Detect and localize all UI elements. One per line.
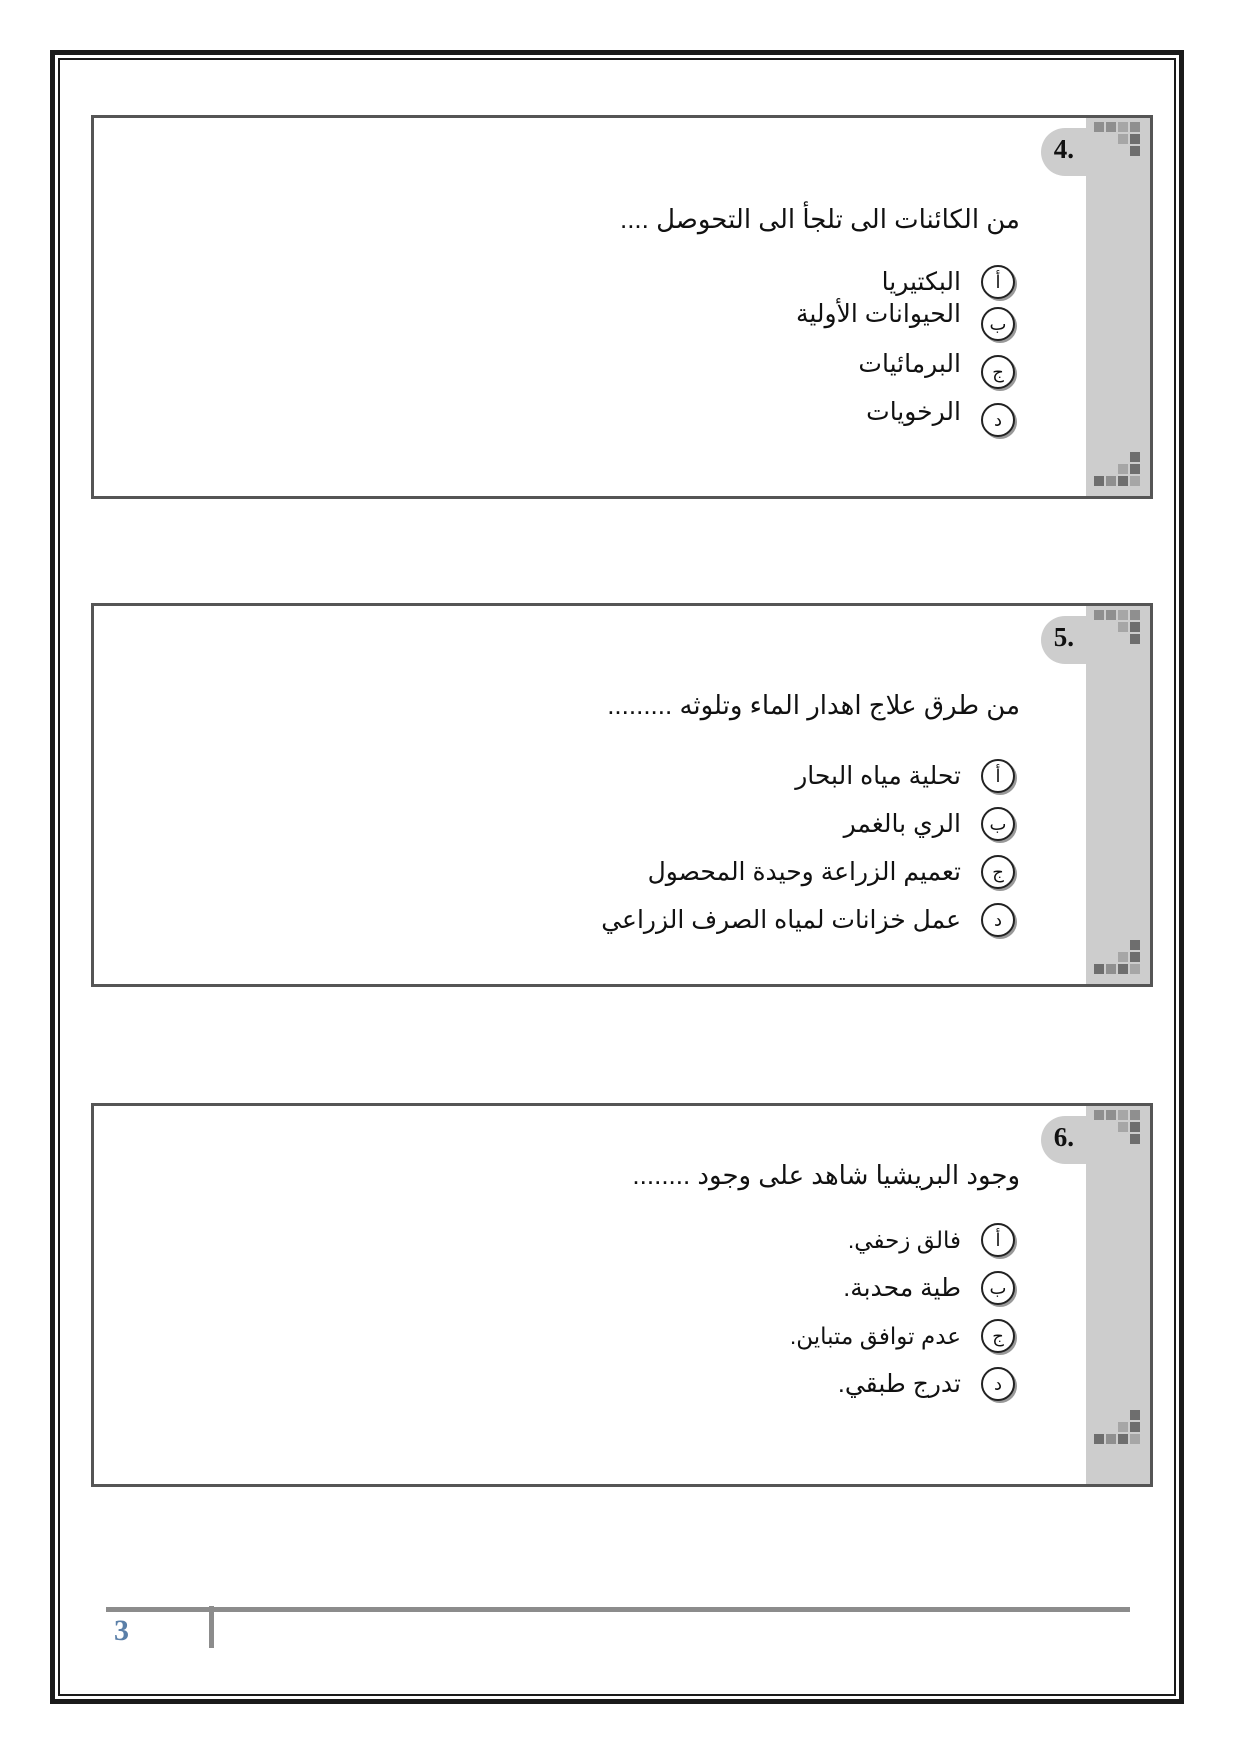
sidebar-pixel: [1106, 122, 1116, 132]
question-box-6: [91, 1103, 1153, 1487]
option-c[interactable]: [601, 848, 1015, 896]
sidebar-pixel: [1094, 122, 1104, 132]
sidebar-pixel: [1130, 1422, 1140, 1432]
option-letter-badge: أ: [981, 759, 1015, 793]
option-letter-badge: أ: [981, 1223, 1015, 1257]
sidebar-pixel: [1130, 1410, 1140, 1420]
question-number: 6.: [1053, 1122, 1074, 1152]
option-letter-badge: د: [981, 403, 1015, 437]
question-text: من الكائنات الى تلجأ الى التحوصل ....: [619, 204, 1020, 234]
option-text: تحلية مياه البحار: [795, 762, 961, 790]
option-text: فالق زحفي.: [847, 1226, 961, 1253]
option-letter-badge: ج: [981, 355, 1015, 389]
page-number: 3: [114, 1614, 129, 1647]
question-box-4: [91, 115, 1153, 499]
option-c[interactable]: [790, 1312, 1015, 1360]
footer-line: [106, 1607, 1130, 1612]
sidebar-pixel: [1106, 1434, 1116, 1444]
sidebar-pixel: [1118, 952, 1128, 962]
options-list: [601, 752, 1015, 944]
option-text: البرمائيات: [858, 350, 961, 378]
sidebar-pixel: [1118, 1122, 1128, 1132]
sidebar-pixel: [1118, 1110, 1128, 1120]
option-a[interactable]: [796, 264, 1015, 300]
option-b[interactable]: [790, 1264, 1015, 1312]
sidebar-pixel: [1130, 134, 1140, 144]
option-text: تعميم الزراعة وحيدة المحصول: [647, 858, 961, 886]
footer-separator: [209, 1606, 214, 1648]
sidebar-pixel: [1118, 476, 1128, 486]
sidebar-pixel: [1130, 1122, 1140, 1132]
sidebar-pixel: [1118, 622, 1128, 632]
option-text: الحيوانات الأولية: [795, 300, 961, 328]
sidebar-pixel: [1130, 940, 1140, 950]
option-b[interactable]: [601, 800, 1015, 848]
sidebar-pixel: [1118, 464, 1128, 474]
option-text: تدرج طبقي.: [837, 1370, 961, 1398]
question-sidebar: [1086, 118, 1150, 496]
sidebar-pixel: [1130, 452, 1140, 462]
option-d[interactable]: [790, 1360, 1015, 1408]
question-number: 5.: [1053, 622, 1074, 652]
sidebar-pixel: [1130, 1434, 1140, 1444]
option-text: طية محدبة.: [843, 1274, 961, 1302]
options-list: [796, 264, 1015, 444]
option-text: عدم توافق متباين.: [789, 1322, 961, 1349]
sidebar-pixel: [1118, 134, 1128, 144]
option-text: الري بالغمر: [843, 810, 961, 838]
option-letter-badge: ب: [981, 1271, 1015, 1305]
question-text: وجود البريشيا شاهد على وجود ........: [632, 1160, 1020, 1190]
sidebar-pixel: [1106, 476, 1116, 486]
option-letter-badge: د: [981, 903, 1015, 937]
sidebar-pixel: [1130, 634, 1140, 644]
option-b[interactable]: [796, 300, 1015, 348]
sidebar-pixel: [1130, 476, 1140, 486]
sidebar-pixel: [1130, 1110, 1140, 1120]
sidebar-pixel: [1130, 464, 1140, 474]
option-c[interactable]: [796, 348, 1015, 396]
option-d[interactable]: [601, 896, 1015, 944]
sidebar-pixel: [1118, 1422, 1128, 1432]
sidebar-pixel: [1094, 964, 1104, 974]
question-number: 4.: [1053, 134, 1074, 164]
sidebar-pixel: [1130, 1134, 1140, 1144]
sidebar-pixel: [1094, 1434, 1104, 1444]
option-letter-badge: ب: [981, 307, 1015, 341]
sidebar-pixel: [1130, 122, 1140, 132]
sidebar-pixel: [1094, 610, 1104, 620]
question-sidebar: [1086, 1106, 1150, 1484]
option-letter-badge: أ: [981, 265, 1015, 299]
sidebar-pixel: [1106, 1110, 1116, 1120]
sidebar-pixel: [1094, 476, 1104, 486]
sidebar-pixel: [1130, 952, 1140, 962]
option-letter-badge: ج: [981, 855, 1015, 889]
sidebar-pixel: [1106, 964, 1116, 974]
option-a[interactable]: [601, 752, 1015, 800]
option-letter-badge: د: [981, 1367, 1015, 1401]
sidebar-pixel: [1118, 964, 1128, 974]
sidebar-pixel: [1130, 610, 1140, 620]
sidebar-pixel: [1118, 122, 1128, 132]
sidebar-pixel: [1130, 622, 1140, 632]
option-text: الرخويات: [866, 398, 961, 426]
options-list: [790, 1216, 1015, 1408]
question-sidebar: [1086, 606, 1150, 984]
sidebar-pixel: [1118, 1434, 1128, 1444]
sidebar-pixel: [1106, 610, 1116, 620]
option-d[interactable]: [796, 396, 1015, 444]
option-text: عمل خزانات لمياه الصرف الزراعي: [601, 906, 961, 934]
option-letter-badge: ج: [981, 1319, 1015, 1353]
question-box-5: [91, 603, 1153, 987]
option-text: البكتيريا: [881, 268, 961, 296]
sidebar-pixel: [1130, 146, 1140, 156]
sidebar-pixel: [1118, 610, 1128, 620]
option-a[interactable]: [790, 1216, 1015, 1264]
sidebar-pixel: [1130, 964, 1140, 974]
sidebar-pixel: [1094, 1110, 1104, 1120]
question-text: من طرق علاج اهدار الماء وتلوثه .........: [607, 690, 1020, 720]
option-letter-badge: ب: [981, 807, 1015, 841]
